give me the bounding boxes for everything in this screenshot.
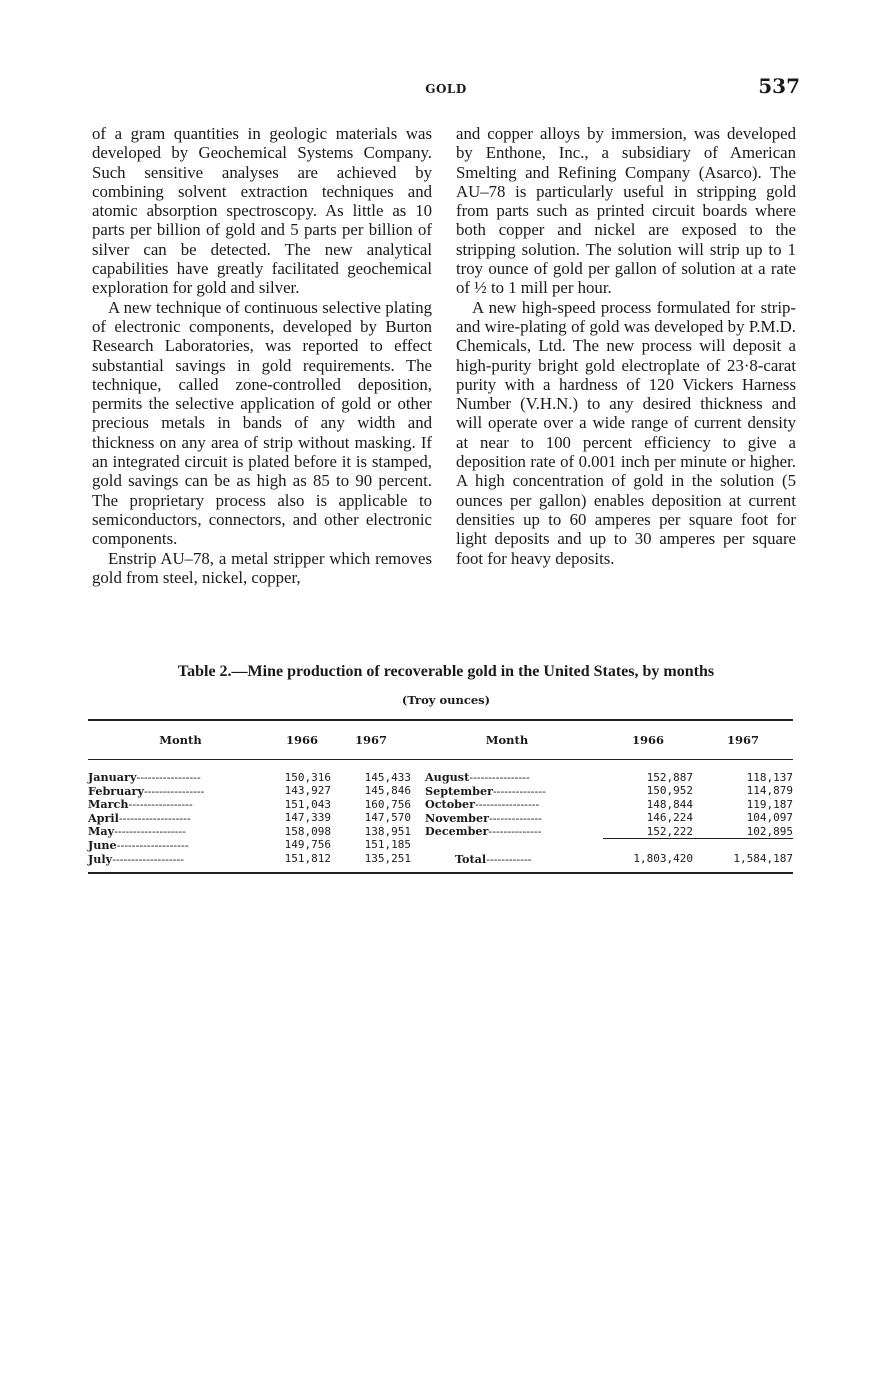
value-cell: 118,137: [746, 770, 793, 784]
total-value-cell: 1,803,420: [603, 853, 693, 874]
month-cell: May-------------------: [88, 824, 186, 839]
column-header-1966: 1966: [273, 720, 331, 760]
table-body: [88, 760, 793, 874]
paragraph: of a gram quantities in geologic materials was developed by Geochemical Systems Company. Such sensitive analyses are achieved by combining solvent extraction techniques and atomic absorption spectroscopy. As little as 10 parts per billion of gold and 5 parts per billion of silver can be detected. The new analytical capabilities have greatly facilitated geochemical exploration for gold and silver.: [92, 124, 432, 298]
value-cell: 149,756: [284, 838, 331, 852]
value-cell: 147,570: [364, 811, 411, 825]
month-cell: April-------------------: [88, 810, 191, 825]
value-cell: 152,222: [646, 824, 693, 838]
month-cell: December--------------: [425, 824, 542, 839]
table-row: [88, 812, 793, 826]
month-cell: March-----------------: [88, 797, 193, 812]
month-cell: January-----------------: [88, 770, 201, 784]
value-cell: 151,185: [364, 838, 411, 852]
page-number: 537: [758, 74, 800, 98]
month-cell: November--------------: [425, 810, 542, 825]
empty-cell: [411, 839, 603, 853]
value-cell: 145,846: [364, 784, 411, 798]
column-header-1966: 1966: [603, 720, 693, 760]
table-row: [88, 760, 793, 785]
value-cell: 102,895: [746, 824, 793, 838]
table-header-row: [88, 720, 793, 760]
month-cell: February----------------: [88, 783, 205, 798]
table-row: [88, 798, 793, 812]
left-column: [92, 124, 432, 587]
month-cell: August----------------: [425, 770, 530, 784]
column-header-month: Month: [88, 720, 273, 760]
page-header: [88, 74, 804, 104]
data-table: [88, 719, 793, 874]
value-cell: 151,812: [273, 853, 331, 874]
table-row: [88, 825, 793, 839]
value-cell: 145,433: [364, 770, 411, 784]
value-cell: 148,844: [646, 797, 693, 811]
value-cell: 151,043: [284, 797, 331, 811]
gold-production-table: [88, 719, 793, 874]
column-header-month: Month: [411, 720, 603, 760]
value-cell: 114,879: [746, 784, 793, 798]
paragraph: Enstrip AU–78, a metal stripper which removes gold from steel, nickel, copper,: [92, 548, 432, 587]
month-cell: July-------------------: [88, 853, 273, 874]
paragraph: A new high-speed process formulated for strip- and wire-plating of gold was developed by P.M.D. Chemicals, Ltd. The new process will deposit a high-purity bright gold electroplate of 23·8-carat purity with a hardness of 120 Vickers Harness Number (V.H.N.) to any desired thickness and will operate over a wide range of current density at near to 100 percent efficiency to give a deposition rate of 0.001 inch per minute or higher. A high concentration of gold in the solution (5 ounces per gallon) enables deposition at current densities up to 60 amperes per square foot for light deposits and up to 30 amperes per square foot for heavy deposits.: [456, 297, 796, 568]
value-cell: 104,097: [746, 811, 793, 825]
total-rule-cell: [693, 839, 793, 853]
value-cell: 158,098: [284, 824, 331, 838]
paragraph: and copper alloys by immersion, was developed by Enthone, Inc., a subsidiary of American Smelting and Refining Company (Asarco). The AU–78 is particularly useful in stripping gold from parts such as printed circuit boards where both copper and nickel are exposed to the stripping solution. The solution will strip up to 1 troy ounce of gold per gallon of solution at a rate of ½ to 1 mill per hour.: [456, 124, 796, 298]
value-cell: 150,316: [284, 770, 331, 784]
value-cell: 146,224: [646, 811, 693, 825]
column-header-1967: 1967: [693, 720, 793, 760]
value-cell: 160,756: [364, 797, 411, 811]
value-cell: 150,952: [646, 784, 693, 798]
month-cell: September--------------: [425, 783, 546, 798]
month-cell: October-----------------: [425, 797, 540, 812]
value-cell: 143,927: [284, 784, 331, 798]
total-rule-cell: [603, 839, 693, 853]
table-row: [88, 839, 793, 853]
total-value-cell: 1,584,187: [693, 853, 793, 874]
value-cell: 147,339: [284, 811, 331, 825]
table-row: [88, 853, 793, 874]
table-subtitle: (Troy ounces): [401, 693, 491, 707]
right-column: [456, 124, 796, 568]
value-cell: 119,187: [746, 797, 793, 811]
paragraph: A new technique of continuous selective plating of electronic components, developed by Burton Research Laboratories, was reported to effect substantial savings in gold requirements. The technique, called zone-controlled deposition, permits the selective application of gold or other precious metals in bands of any width and thickness on any area of strip without masking. If an integrated circuit is plated before it is stamped, gold savings can be as high as 85 to 90 percent. The proprietary process also is applicable to semiconductors, connectors, and other electronic components.: [92, 297, 432, 549]
value-cell: 138,951: [364, 824, 411, 838]
value-cell: 135,251: [331, 853, 411, 874]
value-cell: 152,887: [646, 770, 693, 784]
table-title: Table 2.—Mine production of recoverable gold in the United States, by months: [177, 663, 715, 680]
table-row: [88, 785, 793, 799]
total-label-cell: Total------------: [411, 853, 603, 874]
month-cell: June-------------------: [88, 837, 189, 852]
column-header-1967: 1967: [331, 720, 411, 760]
running-title: GOLD: [425, 82, 467, 96]
